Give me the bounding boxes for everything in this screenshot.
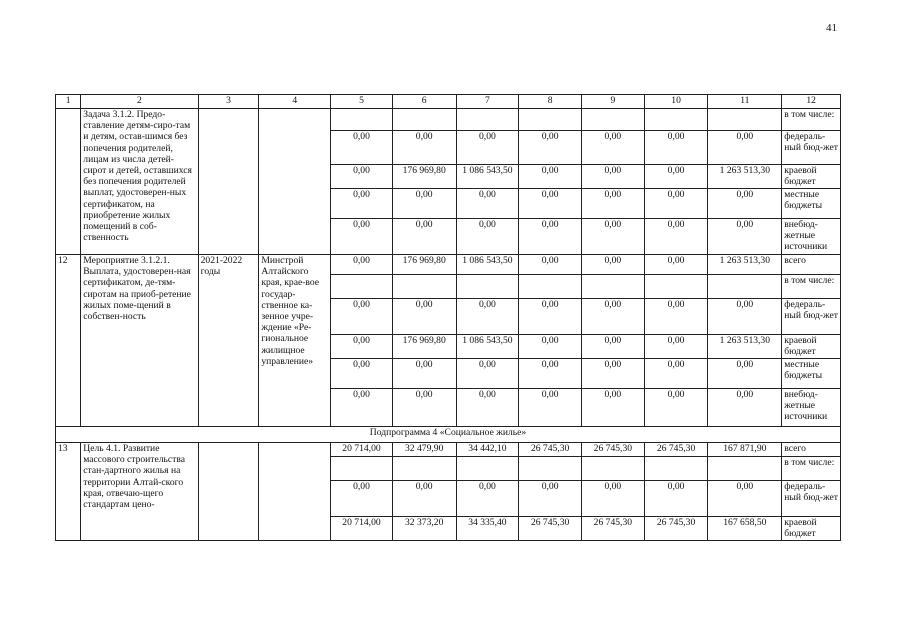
- amount-cell: 0,00: [708, 359, 782, 389]
- amount-cell: 0,00: [644, 255, 708, 275]
- amount-cell: 0,00: [392, 219, 456, 255]
- amount-cell: [392, 275, 456, 299]
- amount-cell: 0,00: [519, 189, 582, 219]
- amount-cell: 0,00: [392, 131, 456, 165]
- source-cell: местные бюджеты: [782, 359, 841, 389]
- table-body: [56, 95, 841, 541]
- amount-cell: 0,00: [331, 299, 393, 335]
- amount-cell: 20 714,00: [331, 517, 393, 541]
- source-cell: федераль-ный бюд-жет: [782, 481, 841, 517]
- amount-cell: 0,00: [456, 131, 519, 165]
- amount-cell: 0,00: [644, 389, 708, 427]
- header-cell: 10: [644, 95, 708, 109]
- amount-cell: 176 969,80: [392, 255, 456, 275]
- amount-cell: 0,00: [581, 299, 644, 335]
- source-cell: краевой бюджет: [782, 517, 841, 541]
- header-cell: 1: [56, 95, 81, 109]
- amount-cell: 0,00: [331, 335, 393, 359]
- amount-cell: 0,00: [581, 219, 644, 255]
- amount-cell: [581, 275, 644, 299]
- amount-cell: 0,00: [581, 389, 644, 427]
- header-cell: 8: [519, 95, 582, 109]
- activity-name-cell: Цель 4.1. Развитие массового строительства стан-дартного жилья на территории Алтай-ского края, отвечаю-щего стандартам цено-: [81, 443, 198, 541]
- amount-cell: 0,00: [644, 219, 708, 255]
- amount-cell: 0,00: [581, 359, 644, 389]
- amount-cell: 167 871,90: [708, 443, 782, 457]
- amount-cell: 20 714,00: [331, 443, 393, 457]
- amount-cell: [519, 109, 582, 131]
- amount-cell: 0,00: [519, 219, 582, 255]
- header-cell: 4: [259, 95, 331, 109]
- amount-cell: [456, 109, 519, 131]
- amount-cell: 34 442,10: [456, 443, 519, 457]
- amount-cell: 0,00: [331, 131, 393, 165]
- amount-cell: 34 335,40: [456, 517, 519, 541]
- amount-cell: [708, 109, 782, 131]
- amount-cell: 0,00: [581, 255, 644, 275]
- amount-cell: [392, 457, 456, 481]
- term-cell: 2021-2022 годы: [198, 255, 259, 427]
- amount-cell: 0,00: [519, 165, 582, 189]
- amount-cell: 0,00: [519, 359, 582, 389]
- amount-cell: 0,00: [519, 335, 582, 359]
- amount-cell: 1 263 513,30: [708, 335, 782, 359]
- amount-cell: 26 745,30: [519, 443, 582, 457]
- amount-cell: 1 263 513,30: [708, 165, 782, 189]
- amount-cell: 0,00: [456, 299, 519, 335]
- amount-cell: 0,00: [644, 131, 708, 165]
- header-cell: 6: [392, 95, 456, 109]
- amount-cell: 0,00: [331, 359, 393, 389]
- amount-cell: 0,00: [331, 189, 393, 219]
- amount-cell: 1 086 543,50: [456, 255, 519, 275]
- amount-cell: [331, 457, 393, 481]
- table-row: [56, 109, 841, 131]
- amount-cell: 0,00: [519, 299, 582, 335]
- source-cell: всего: [782, 255, 841, 275]
- amount-cell: 32 479,90: [392, 443, 456, 457]
- header-cell: 12: [782, 95, 841, 109]
- source-cell: краевой бюджет: [782, 335, 841, 359]
- amount-cell: [644, 457, 708, 481]
- amount-cell: [581, 457, 644, 481]
- program-table: [55, 94, 841, 541]
- amount-cell: 167 658,50: [708, 517, 782, 541]
- amount-cell: 0,00: [644, 335, 708, 359]
- amount-cell: 0,00: [644, 165, 708, 189]
- amount-cell: 0,00: [331, 389, 393, 427]
- page-number: 41: [826, 22, 837, 34]
- row-number-cell: [56, 109, 81, 255]
- executor-cell: Минстрой Алтайского края, крае-вое государ-ственное ка-зенное учре-ждение «Ре-гиональное жилищное управление»: [259, 255, 331, 427]
- source-cell: в том числе:: [782, 109, 841, 131]
- amount-cell: 0,00: [456, 359, 519, 389]
- amount-cell: 0,00: [519, 481, 582, 517]
- table-row: [56, 255, 841, 275]
- term-cell: [198, 443, 259, 541]
- header-cell: 3: [198, 95, 259, 109]
- subprogram-title: Подпрограмма 4 «Социальное жилье»: [56, 427, 841, 443]
- source-cell: внебюд-жетные источники: [782, 389, 841, 427]
- row-number-cell: 13: [56, 443, 81, 541]
- row-number-cell: 12: [56, 255, 81, 427]
- amount-cell: 0,00: [644, 359, 708, 389]
- amount-cell: [456, 457, 519, 481]
- header-cell: 7: [456, 95, 519, 109]
- header-row: [56, 95, 841, 109]
- amount-cell: [708, 275, 782, 299]
- amount-cell: 0,00: [392, 359, 456, 389]
- amount-cell: 0,00: [708, 219, 782, 255]
- amount-cell: 0,00: [519, 131, 582, 165]
- amount-cell: 26 745,30: [644, 517, 708, 541]
- amount-cell: 0,00: [519, 389, 582, 427]
- amount-cell: 0,00: [581, 189, 644, 219]
- amount-cell: 0,00: [456, 389, 519, 427]
- activity-name-cell: Задача 3.1.2. Предо-ставление детям-сиро-там и детям, остав-шимся без попечения родителей, лицам из числа детей-сирот и детей, оставшихся без попечения родителей выплат, удостоверен-ных сертификатом, на приобретение жилых помещений в соб-ственность: [81, 109, 198, 255]
- amount-cell: 0,00: [392, 299, 456, 335]
- amount-cell: 0,00: [644, 299, 708, 335]
- amount-cell: [519, 275, 582, 299]
- source-cell: местные бюджеты: [782, 189, 841, 219]
- header-cell: 11: [708, 95, 782, 109]
- amount-cell: 0,00: [581, 165, 644, 189]
- amount-cell: 0,00: [331, 219, 393, 255]
- amount-cell: 26 745,30: [644, 443, 708, 457]
- amount-cell: 26 745,30: [519, 517, 582, 541]
- source-cell: федераль-ный бюд-жет: [782, 131, 841, 165]
- amount-cell: 0,00: [392, 189, 456, 219]
- source-cell: федераль-ный бюд-жет: [782, 299, 841, 335]
- amount-cell: 0,00: [708, 299, 782, 335]
- amount-cell: 0,00: [644, 481, 708, 517]
- amount-cell: [708, 457, 782, 481]
- amount-cell: 0,00: [708, 131, 782, 165]
- amount-cell: 0,00: [644, 189, 708, 219]
- source-cell: краевой бюджет: [782, 165, 841, 189]
- amount-cell: 0,00: [708, 481, 782, 517]
- amount-cell: [331, 109, 393, 131]
- amount-cell: 0,00: [331, 481, 393, 517]
- amount-cell: [644, 275, 708, 299]
- amount-cell: [519, 457, 582, 481]
- amount-cell: [331, 275, 393, 299]
- amount-cell: 0,00: [331, 255, 393, 275]
- header-cell: 5: [331, 95, 393, 109]
- amount-cell: 1 086 543,50: [456, 335, 519, 359]
- amount-cell: 176 969,80: [392, 165, 456, 189]
- amount-cell: [644, 109, 708, 131]
- header-cell: 9: [581, 95, 644, 109]
- source-cell: в том числе:: [782, 275, 841, 299]
- amount-cell: 26 745,30: [581, 517, 644, 541]
- header-cell: 2: [81, 95, 198, 109]
- subprogram-row: [56, 427, 841, 443]
- amount-cell: 32 373,20: [392, 517, 456, 541]
- executor-cell: [259, 109, 331, 255]
- amount-cell: 0,00: [456, 219, 519, 255]
- amount-cell: 1 086 543,50: [456, 165, 519, 189]
- source-cell: внебюд-жетные источники: [782, 219, 841, 255]
- executor-cell: [259, 443, 331, 541]
- amount-cell: 1 263 513,30: [708, 255, 782, 275]
- amount-cell: 0,00: [392, 389, 456, 427]
- table-row: [56, 443, 841, 457]
- amount-cell: [392, 109, 456, 131]
- amount-cell: 0,00: [708, 189, 782, 219]
- amount-cell: 0,00: [456, 481, 519, 517]
- amount-cell: 0,00: [581, 131, 644, 165]
- amount-cell: 0,00: [581, 335, 644, 359]
- source-cell: всего: [782, 443, 841, 457]
- amount-cell: 26 745,30: [581, 443, 644, 457]
- source-cell: в том числе:: [782, 457, 841, 481]
- amount-cell: 0,00: [519, 255, 582, 275]
- activity-name-cell: Мероприятие 3.1.2.1. Выплата, удостоверен-ная сертификатом, де-тям-сиротам на приоб-ретение жилых поме-щений в собствен-ность: [81, 255, 198, 427]
- term-cell: [198, 109, 259, 255]
- amount-cell: 0,00: [456, 189, 519, 219]
- amount-cell: [581, 109, 644, 131]
- amount-cell: 0,00: [708, 389, 782, 427]
- amount-cell: 0,00: [392, 481, 456, 517]
- amount-cell: [456, 275, 519, 299]
- amount-cell: 176 969,80: [392, 335, 456, 359]
- amount-cell: 0,00: [331, 165, 393, 189]
- amount-cell: 0,00: [581, 481, 644, 517]
